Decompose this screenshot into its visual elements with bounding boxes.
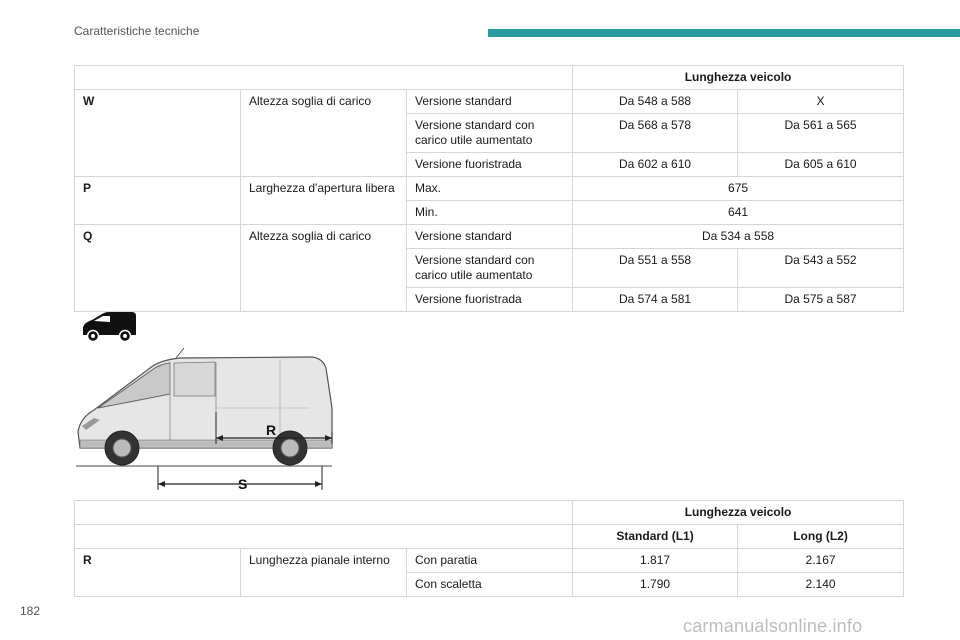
value-cell: Da 548 a 588 xyxy=(573,90,738,114)
label-s: S xyxy=(238,476,248,492)
version-cell: Max. xyxy=(407,177,573,201)
dimension-code: P xyxy=(75,177,241,225)
table-row xyxy=(75,177,904,201)
dimension-code: Q xyxy=(75,225,241,312)
version-cell: Versione standard con carico utile aumentato xyxy=(407,249,573,288)
value-cell: Da 602 a 610 xyxy=(573,153,738,177)
value-cell: Da 543 a 552 xyxy=(738,249,904,288)
value-cell: Da 551 a 558 xyxy=(573,249,738,288)
value-cell: X xyxy=(738,90,904,114)
value-cell: 1.790 xyxy=(573,573,738,597)
dimension-description: Altezza soglia di carico xyxy=(241,225,407,312)
van-side-drawing xyxy=(70,348,340,493)
version-cell: Versione fuoristrada xyxy=(407,153,573,177)
section-title: Caratteristiche tecniche xyxy=(74,24,200,38)
table-row xyxy=(75,225,904,249)
version-cell: Versione fuoristrada xyxy=(407,288,573,312)
value-cell: 641 xyxy=(573,201,904,225)
value-cell: 1.817 xyxy=(573,549,738,573)
version-cell: Versione standard xyxy=(407,225,573,249)
column-header-long: Long (L2) xyxy=(738,525,904,549)
value-cell: 2.140 xyxy=(738,573,904,597)
header-accent-bar xyxy=(488,29,960,37)
value-cell: Da 575 a 587 xyxy=(738,288,904,312)
empty-header-cell xyxy=(75,501,573,525)
van-icon xyxy=(80,311,138,343)
dimensions-table-upper xyxy=(74,65,904,312)
empty-header-cell xyxy=(75,525,573,549)
table-row xyxy=(75,66,904,90)
version-cell: Con scaletta xyxy=(407,573,573,597)
dimension-code: W xyxy=(75,90,241,177)
value-cell: 2.167 xyxy=(738,549,904,573)
dimension-code: R xyxy=(75,549,241,597)
empty-header-cell xyxy=(75,66,573,90)
table-row xyxy=(75,549,904,573)
value-cell: 675 xyxy=(573,177,904,201)
table-row xyxy=(75,525,904,549)
value-cell: Da 574 a 581 xyxy=(573,288,738,312)
dimension-description: Lunghezza pianale interno xyxy=(241,549,407,597)
value-cell: Da 605 a 610 xyxy=(738,153,904,177)
dimension-description: Altezza soglia di carico xyxy=(241,90,407,177)
version-cell: Min. xyxy=(407,201,573,225)
watermark: carmanualsonline.info xyxy=(683,616,863,636)
dimensions-table-lower xyxy=(74,500,904,597)
version-cell: Con paratia xyxy=(407,549,573,573)
table-row xyxy=(75,501,904,525)
version-cell: Versione standard con carico utile aumentato xyxy=(407,114,573,153)
value-cell: Da 534 a 558 xyxy=(573,225,904,249)
value-cell: Da 561 a 565 xyxy=(738,114,904,153)
column-header-standard: Standard (L1) xyxy=(573,525,738,549)
page-number: 182 xyxy=(20,604,41,618)
label-r: R xyxy=(266,422,277,438)
version-cell: Versione standard xyxy=(407,90,573,114)
value-cell: Da 568 a 578 xyxy=(573,114,738,153)
group-header: Lunghezza veicolo xyxy=(573,66,904,90)
table-row xyxy=(75,90,904,114)
dimension-description: Larghezza d'apertura libera xyxy=(241,177,407,225)
group-header: Lunghezza veicolo xyxy=(573,501,904,525)
